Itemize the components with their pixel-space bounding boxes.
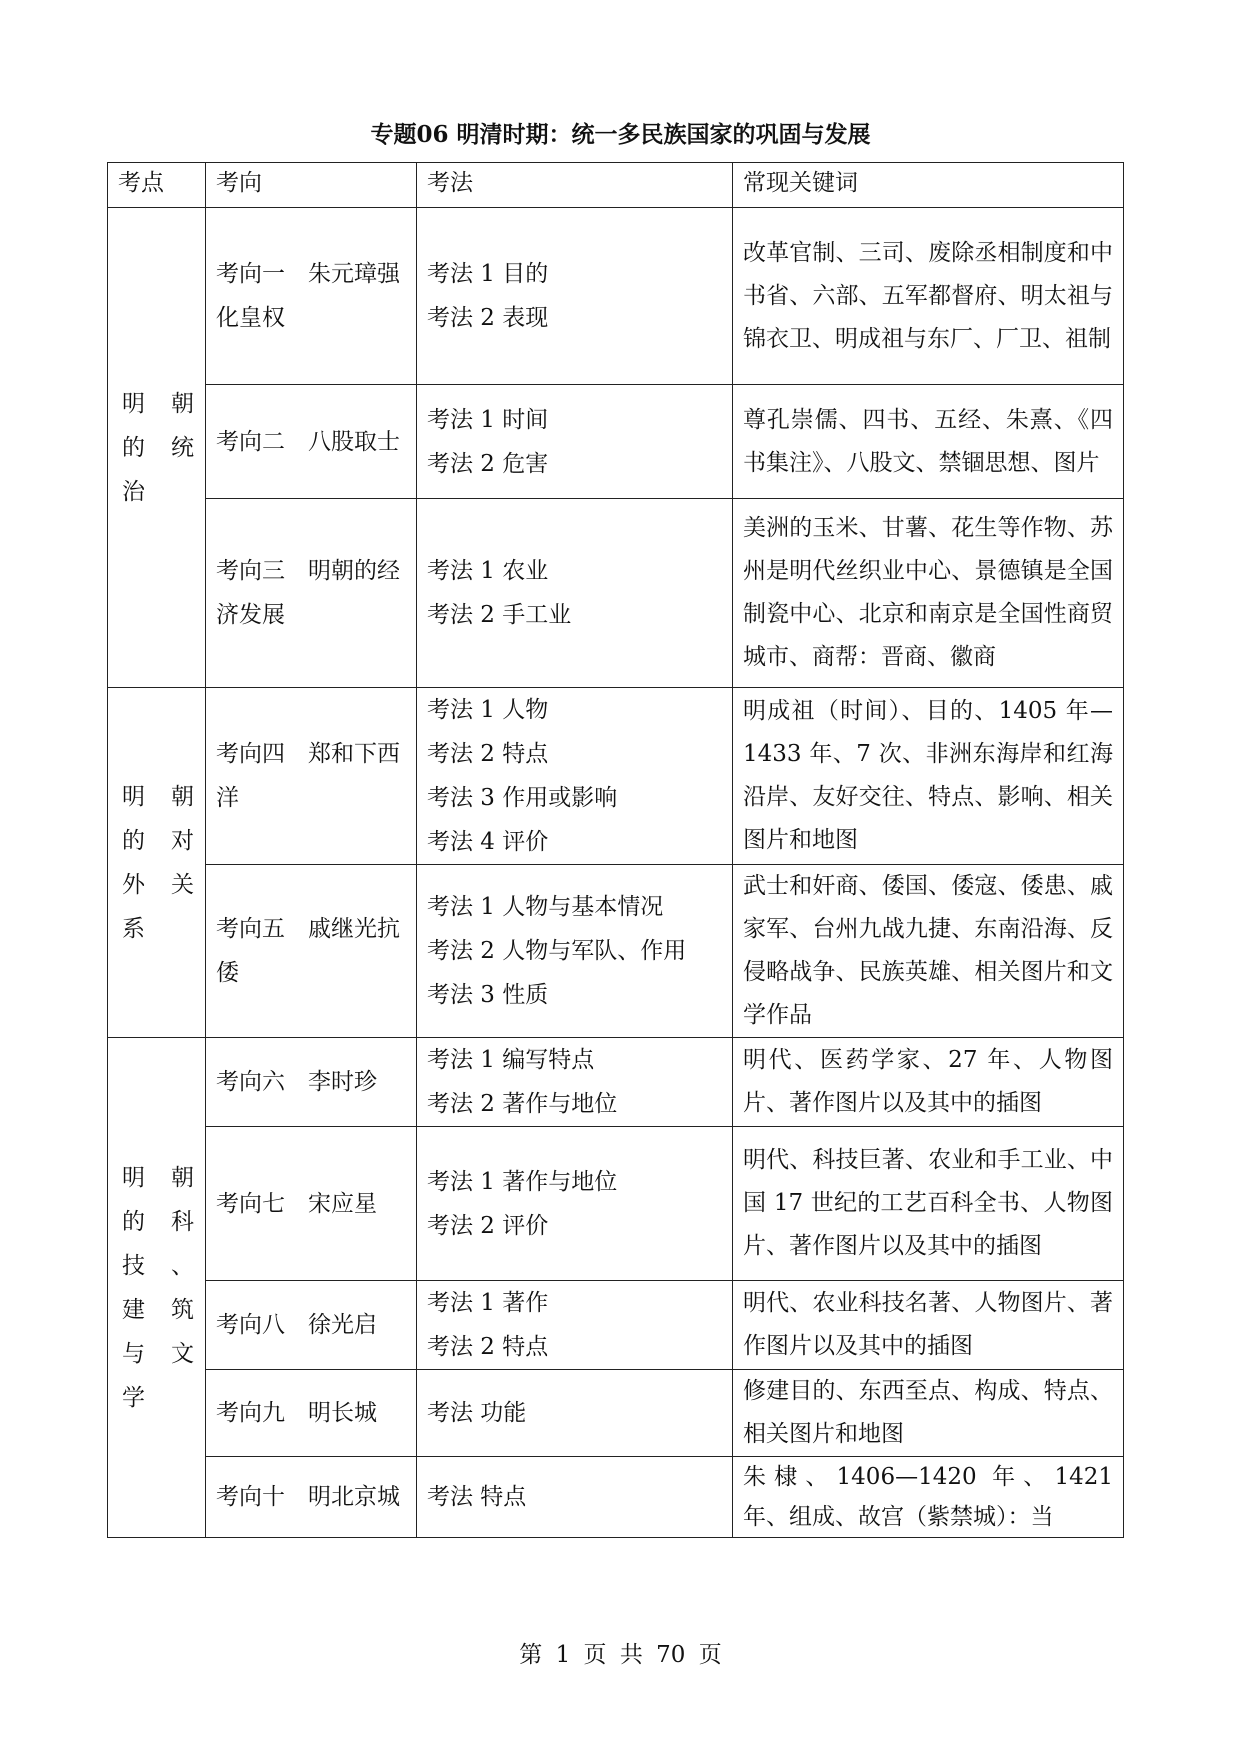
kaodian-char: 的 <box>122 1208 145 1235</box>
method-item: 考法 1 著作与地位 <box>427 1168 618 1195</box>
table-body <box>108 208 1124 1538</box>
kaodian-char: 明 <box>122 783 145 810</box>
keywords-cell: 改革官制、三司、废除丞相制度和中书省、六部、五军都督府、明太祖与锦衣卫、明成祖与东厂、厂卫、祖制 <box>733 208 1124 385</box>
table-row <box>108 688 1124 865</box>
methods-cell <box>417 1457 733 1538</box>
table-row <box>108 1038 1124 1127</box>
kaodian-char: 关 <box>171 871 194 898</box>
method-item: 考法 3 作用或影响 <box>427 785 618 811</box>
direction-cell: 考向十 明北京城 <box>206 1457 417 1538</box>
kaodian-line <box>122 1156 194 1200</box>
table-row <box>108 385 1124 499</box>
kaodian-line <box>122 382 194 426</box>
method-item: 考法 2 特点 <box>427 1334 549 1360</box>
direction-cell: 考向二 八股取士 <box>206 385 417 499</box>
direction-cell: 考向七 宋应星 <box>206 1127 417 1281</box>
methods-cell <box>417 385 733 499</box>
kaodian-char: 学 <box>122 1384 145 1411</box>
keywords-cell: 武士和奸商、倭国、倭寇、倭患、戚家军、台州九战九捷、东南沿海、反侵略战争、民族英雄、相关图片和文学作品 <box>733 865 1124 1038</box>
keywords-cell: 明代、科技巨著、农业和手工业、中国 17 世纪的工艺百科全书、人物图片、著作图片以及其中的插图 <box>733 1127 1124 1281</box>
direction-cell: 考向三 明朝的经济发展 <box>206 499 417 688</box>
kaodian-line <box>122 1376 194 1420</box>
kaodian-char: 朝 <box>171 390 194 417</box>
kaodian-char: 技 <box>122 1252 145 1279</box>
kaodian-char: 的 <box>122 434 145 461</box>
kaodian-char: 明 <box>122 390 145 417</box>
table-row <box>108 1370 1124 1457</box>
method-item: 考法 4 评价 <box>427 829 549 855</box>
kaodian-char: 的 <box>122 827 145 854</box>
kaodian-cell <box>108 688 206 1038</box>
kaodian-char: 朝 <box>171 1164 194 1191</box>
kaodian-char: 明 <box>122 1164 145 1191</box>
keywords-cell: 明代、医药学家、27 年、人物图片、著作图片以及其中的插图 <box>733 1038 1124 1127</box>
kaodian-line <box>122 819 194 863</box>
header-kaofa: 考法 <box>417 163 733 208</box>
page-footer: 第 1 页 共 70 页 <box>519 1642 722 1668</box>
method-item: 考法 1 时间 <box>427 406 549 433</box>
direction-cell: 考向六 李时珍 <box>206 1038 417 1127</box>
table-header-row <box>108 163 1124 208</box>
kaodian-line <box>122 1200 194 1244</box>
header-kaodian: 考点 <box>108 163 206 208</box>
methods-cell <box>417 865 733 1038</box>
kaodian-line <box>122 775 194 819</box>
kaodian-char: 建 <box>122 1296 145 1323</box>
direction-cell: 考向九 明长城 <box>206 1370 417 1457</box>
methods-cell <box>417 208 733 385</box>
keywords-cell: 朱棣、1406—1420 年、1421 年、组成、故宫（紫禁城）：当 <box>733 1457 1124 1538</box>
kaodian-cell <box>108 208 206 688</box>
table-row <box>108 1457 1124 1538</box>
method-item: 考法 特点 <box>427 1484 527 1510</box>
method-item: 考法 1 目的 <box>427 261 549 287</box>
kaodian-line <box>122 1332 194 1376</box>
kaodian-char: 对 <box>171 827 194 854</box>
methods-cell <box>417 1127 733 1281</box>
kaodian-char: 科 <box>171 1208 194 1235</box>
keywords-cell: 美洲的玉米、甘薯、花生等作物、苏州是明代丝织业中心、景德镇是全国制瓷中心、北京和南京是全国性商贸城市、商帮：晋商、徽商 <box>733 499 1124 688</box>
kaodian-line <box>122 1288 194 1332</box>
methods-cell <box>417 499 733 688</box>
keywords-cell: 修建目的、东西至点、构成、特点、相关图片和地图 <box>733 1370 1124 1457</box>
method-item: 考法 2 著作与地位 <box>427 1091 618 1117</box>
method-item: 考法 1 著作 <box>427 1290 549 1316</box>
direction-cell: 考向一 朱元璋强化皇权 <box>206 208 417 385</box>
method-item: 考法 功能 <box>427 1400 527 1426</box>
exam-points-table <box>107 162 1124 1538</box>
header-kaoxiang: 考向 <box>206 163 417 208</box>
table-row <box>108 499 1124 688</box>
method-item: 考法 2 特点 <box>427 741 549 767</box>
kaodian-char: 治 <box>122 478 145 505</box>
direction-cell: 考向五 戚继光抗倭 <box>206 865 417 1038</box>
method-item: 考法 3 性质 <box>427 982 549 1008</box>
method-item: 考法 2 评价 <box>427 1212 549 1239</box>
kaodian-char: 系 <box>122 915 145 942</box>
kaodian-char: 统 <box>171 434 194 461</box>
method-item: 考法 1 农业 <box>427 558 549 584</box>
table-row <box>108 208 1124 385</box>
direction-cell: 考向四 郑和下西洋 <box>206 688 417 865</box>
document-title: 专题06 明清时期：统一多民族国家的巩固与发展 <box>370 121 871 148</box>
method-item: 考法 2 手工业 <box>427 602 572 628</box>
kaodian-char: 朝 <box>171 783 194 810</box>
method-item: 考法 1 人物 <box>427 697 549 723</box>
kaodian-char: 筑 <box>171 1296 194 1323</box>
method-item: 考法 2 危害 <box>427 450 549 477</box>
method-item: 考法 2 人物与军队、作用 <box>427 938 687 964</box>
methods-cell <box>417 688 733 865</box>
header-keywords: 常现关键词 <box>733 163 1124 208</box>
kaodian-line <box>122 426 194 470</box>
kaodian-line <box>122 863 194 907</box>
kaodian-cell <box>108 1038 206 1538</box>
keywords-cell: 明成祖（时间）、目的、1405 年—1433 年、7 次、非洲东海岸和红海沿岸、友好交往、特点、影响、相关图片和地图 <box>733 688 1124 865</box>
kaodian-line <box>122 470 194 514</box>
table-row <box>108 1281 1124 1370</box>
kaodian-line <box>122 907 194 951</box>
kaodian-char: 与 <box>122 1340 145 1367</box>
kaodian-line <box>122 1244 194 1288</box>
kaodian-char: 外 <box>122 871 145 898</box>
direction-cell: 考向八 徐光启 <box>206 1281 417 1370</box>
keywords-cell: 明代、农业科技名著、人物图片、著作图片以及其中的插图 <box>733 1281 1124 1370</box>
table-row <box>108 865 1124 1038</box>
method-item: 考法 1 编写特点 <box>427 1047 595 1073</box>
method-item: 考法 2 表现 <box>427 305 549 331</box>
kaodian-char: 文 <box>171 1340 194 1367</box>
keywords-cell: 尊孔崇儒、四书、五经、朱熹、《四书集注》、八股文、禁锢思想、图片 <box>733 385 1124 499</box>
methods-cell <box>417 1281 733 1370</box>
method-item: 考法 1 人物与基本情况 <box>427 894 664 920</box>
table-row <box>108 1127 1124 1281</box>
methods-cell <box>417 1370 733 1457</box>
methods-cell <box>417 1038 733 1127</box>
kaodian-char: 、 <box>171 1252 194 1279</box>
